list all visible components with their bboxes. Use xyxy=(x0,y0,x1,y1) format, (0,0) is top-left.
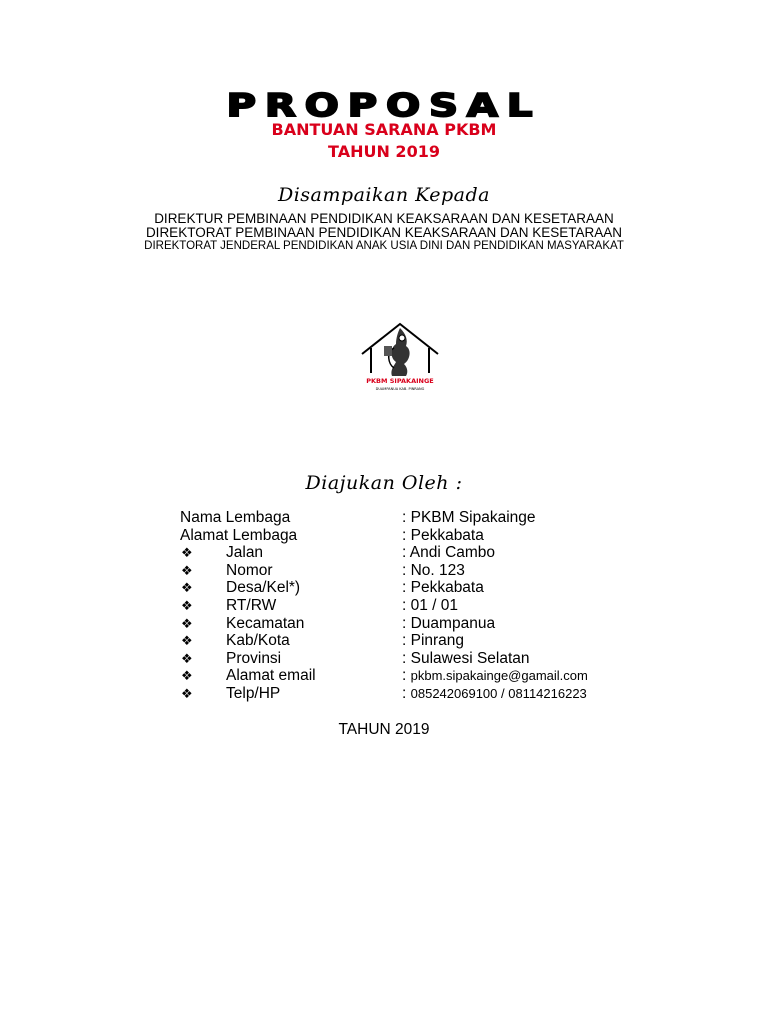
detail-label: RT/RW xyxy=(226,596,277,614)
diamond-bullet-icon: ❖ xyxy=(181,633,193,649)
detail-label: Nomor xyxy=(226,561,273,579)
diamond-bullet-icon: ❖ xyxy=(181,562,193,578)
pkbm-logo xyxy=(356,318,444,398)
detail-row-provinsi xyxy=(180,650,700,668)
footer-year: TAHUN 2019 xyxy=(338,721,430,738)
subtitle-year: TAHUN 2019 xyxy=(328,142,440,161)
detail-label: Telp/HP xyxy=(226,684,281,702)
phone-value: 085242069100 / 08114216223 xyxy=(410,685,587,701)
detail-value: : PKBM Sipakainge xyxy=(402,509,536,526)
detail-value: : 01 / 01 xyxy=(402,596,459,614)
detail-label: Provinsi xyxy=(226,649,282,667)
detail-row-rt-rw xyxy=(180,597,700,615)
page-title: PROPOSAL xyxy=(226,88,542,124)
detail-row-desa xyxy=(180,579,700,597)
submitter-heading: Diajukan Oleh : xyxy=(305,472,463,494)
detail-value: : Pinrang xyxy=(402,632,465,650)
subtitle-program: BANTUAN SARANA PKBM xyxy=(271,120,497,139)
detail-row-jalan xyxy=(180,544,700,562)
detail-row-kecamatan xyxy=(180,615,700,633)
detail-value xyxy=(402,667,588,685)
detail-value: : Sulawesi Selatan xyxy=(402,649,530,667)
detail-row-email xyxy=(180,667,700,685)
diamond-bullet-icon: ❖ xyxy=(181,597,193,613)
detail-row-nama-lembaga xyxy=(180,509,700,527)
detail-label: Kab/Kota xyxy=(226,632,290,650)
recipient-line-1: DIREKTUR PEMBINAAN PENDIDIKAN KEAKSARAAN DAN KESETARAAN xyxy=(154,211,614,226)
detail-colon: : xyxy=(402,667,407,685)
institution-details xyxy=(180,509,700,703)
diamond-bullet-icon: ❖ xyxy=(181,685,193,701)
recipient-line-3: DIREKTORAT JENDERAL PENDIDIKAN ANAK USIA DINI DAN PENDIDIKAN MASYARAKAT xyxy=(144,240,624,252)
detail-value: : Pekkabata xyxy=(402,526,484,544)
email-value: pkbm.sipakainge@gamail.com xyxy=(410,668,588,684)
detail-value: : No. 123 xyxy=(402,561,465,579)
logo-name-text: PKBM SIPAKAINGE xyxy=(366,377,434,385)
detail-row-alamat-lembaga xyxy=(180,527,700,545)
house-logo-icon xyxy=(356,318,444,398)
detail-label: Nama Lembaga xyxy=(180,509,291,526)
diamond-bullet-icon: ❖ xyxy=(181,668,193,684)
detail-value: : Andi Cambo xyxy=(402,544,496,562)
detail-label: Alamat email xyxy=(226,667,316,685)
detail-value xyxy=(402,685,587,703)
detail-row-telp xyxy=(180,685,700,703)
detail-label: Jalan xyxy=(226,544,264,562)
diamond-bullet-icon: ❖ xyxy=(181,580,193,596)
detail-value: : Pekkabata xyxy=(402,579,484,597)
detail-label: Desa/Kel*) xyxy=(226,579,301,597)
diamond-bullet-icon: ❖ xyxy=(181,650,193,666)
diamond-bullet-icon: ❖ xyxy=(181,615,193,631)
detail-label: Alamat Lembaga xyxy=(180,526,298,544)
detail-label: Kecamatan xyxy=(226,614,305,632)
detail-value: : Duampanua xyxy=(402,614,496,632)
detail-colon: : xyxy=(402,684,407,702)
diamond-bullet-icon: ❖ xyxy=(181,545,193,561)
detail-row-nomor xyxy=(180,562,700,580)
detail-row-kab-kota xyxy=(180,632,700,650)
recipient-heading: Disampaikan Kepada xyxy=(278,184,490,206)
logo-caption-text: DUAMPANUA KAB. PINRANG xyxy=(375,387,425,391)
recipient-line-2: DIREKTORAT PEMBINAAN PENDIDIKAN KEAKSARAAN DAN KESETARAAN xyxy=(145,225,623,240)
